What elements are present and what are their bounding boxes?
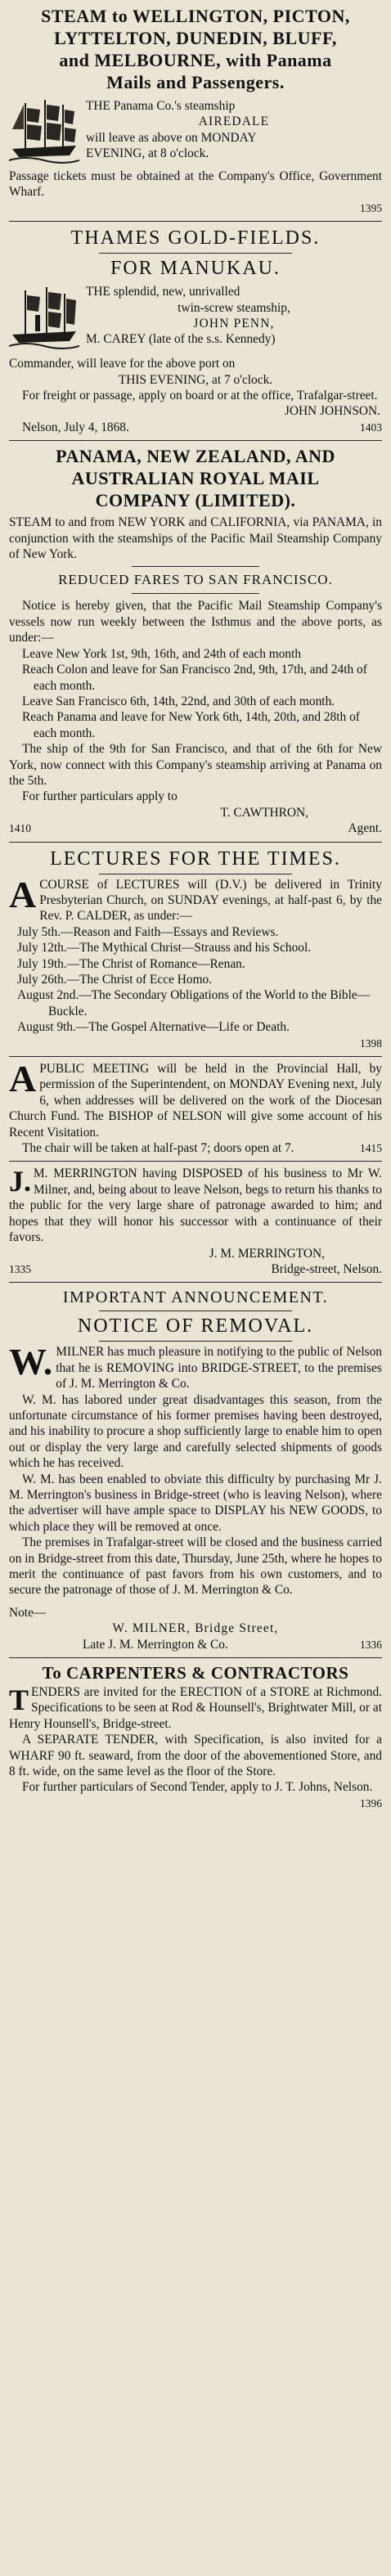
ad-body: STEAM to and from NEW YORK and CALIFORNIA, via PANAMA, in conjunction with the steamships of the Pacific Mail Steamship Company of New York.	[9, 515, 382, 562]
column-rule	[9, 1056, 382, 1057]
ad-body: THE splendid, new, unrivalled	[86, 285, 240, 299]
steamship-icon	[9, 284, 79, 354]
column-rule	[9, 842, 382, 843]
ad-number: 1395	[360, 201, 382, 214]
lecture-title: —The Christ of Romance—Renan.	[66, 956, 245, 971]
ad-heading-line: COMPANY (LIMITED).	[95, 490, 296, 511]
ad-body: twin-screw steamship,	[178, 300, 290, 315]
column-rule	[9, 1161, 382, 1162]
ad-body: A SEPARATE TENDER, with Specification, is also invited for a WHARF 90 ft. seaward, from the door of the abovementioned Store, and 8 ft. wide, on the same level as the floor of the Store.	[9, 1733, 382, 1779]
ad-body: For freight or passage, apply on board or at the office, Trafalgar-street.	[22, 389, 378, 403]
ad-body: J. M. MERRINGTON having DISPOSED of his business to Mr W. Milner, and, being about to leave Nelson, begs to return his thanks to the public for the very large share of patronage awarded to him; and hopes that they will honor his successor with a continuance of their favors.	[9, 1165, 382, 1245]
lecture-date: July 12th.	[17, 941, 67, 955]
ad-date: Nelson, July 4, 1868.	[22, 420, 129, 434]
note-name: W. MILNER, Bridge Street,	[112, 1621, 279, 1636]
ad-body-text: M. MERRINGTON having DISPOSED of his business to Mr W. Milner, and, being about to leave Nelson, begs to return his thanks to the public for the very large share of patronage awarded to him; and hopes that they will honor his successor with a continuance of their favors.	[9, 1167, 382, 1245]
lecture-item	[9, 987, 382, 1019]
column-rule	[9, 1282, 382, 1283]
ad-title: THAMES GOLD-FIELDS.	[70, 227, 321, 250]
ad-body: W. MILNER has much pleasure in notifying to the public of Nelson that he is REMOVING into BRIDGE-STREET, to the premises of J. M. Merrington & Co.	[9, 1341, 382, 1391]
lecture-date: July 5th.	[17, 924, 61, 939]
ad-body: The premises in Trafalgar-street will be closed and the business carried on in Bridge-street from this date, Thursday, June 25th, where he hopes to merit the continuance of past favors from his own customers, and to secure the patronage of those of J. M. Merrington & Co.	[9, 1535, 382, 1598]
note-late: Late J. M. Merrington & Co.	[83, 1637, 228, 1652]
ad-title: LECTURES FOR THE TIMES.	[50, 847, 341, 870]
lecture-date: August 2nd.	[17, 988, 79, 1003]
ad-signature: J. M. MERRINGTON,	[209, 1246, 325, 1261]
ad-body-text: COURSE of LECTURES will (D.V.) be delivered in Trinity Presbyterian Church, on SUNDAY evenings, at half-past 6, by the Rev. P. CALDER, as under:—	[39, 877, 382, 924]
ad-title: To CARPENTERS & CONTRACTORS	[42, 1663, 349, 1684]
ad-body-text: For further particulars of Second Tender, apply to J. T. Johns, Nelson.	[22, 1780, 373, 1795]
lecture-item	[9, 924, 382, 940]
ad-signer-role: Agent.	[348, 821, 382, 836]
lecture-title: —The Christ of Ecce Homo.	[66, 973, 213, 987]
lecture-item	[9, 972, 382, 987]
ad-thames-gold-fields	[9, 226, 382, 435]
title-underline	[99, 1341, 292, 1342]
ad-body: W. M. has labored under great disadvantages this season, from the unfortunate circumstance of his former premises having been destroyed, and his inability to procure a shop sufficiently large to enable him to open out or display the very large and carefully selected shipments of goods which he has received.	[9, 1392, 382, 1471]
ad-notice-of-removal	[9, 1287, 382, 1652]
ad-heading-line: and MELBOURNE, with Panama	[59, 50, 332, 70]
ad-body	[9, 1779, 382, 1809]
schedule-item: Reach Panama and leave for New York 6th, 14th, 20th, and 28th of each month.	[22, 710, 360, 740]
ad-subtitle: NOTICE OF REMOVAL.	[77, 1315, 314, 1337]
lecture-date: July 26th.	[17, 973, 67, 987]
column-rule	[9, 440, 382, 441]
lecture-title: —The Mythical Christ—Strauss and his School.	[66, 941, 312, 955]
ad-body: For further particulars apply to	[22, 789, 178, 804]
lecture-item	[9, 940, 382, 955]
schedule-item: Leave San Francisco 6th, 14th, 22nd, and 30th of each month.	[22, 694, 335, 708]
ad-body: TENDERS are invited for the ERECTION of a STORE at Richmond. Specifications to be seen at Rod & Hounsell's, Brightwater Mill, or at Henry Hounsell's, Bridge-street.	[9, 1684, 382, 1731]
title-underline	[99, 253, 292, 254]
ship-name: JOHN PENN,	[193, 317, 275, 331]
ad-number: 1415	[360, 1142, 382, 1155]
column-rule	[9, 1657, 382, 1658]
ad-body: will leave as above on MONDAY	[86, 130, 257, 145]
ad-body-text: ENDERS are invited for the ERECTION of a STORE at Richmond. Specifications to be seen at Rod & Hounsell's, Brightwater Mill, or at Henry Hounsell's, Bridge-street.	[9, 1685, 382, 1731]
ad-heading-line: Mails and Passengers.	[106, 72, 285, 92]
ad-carpenters-contractors	[9, 1662, 382, 1809]
ad-signature: JOHN JOHNSON.	[284, 404, 380, 419]
lecture-date: July 19th.	[17, 956, 67, 971]
ad-body: THIS EVENING, at 7 o'clock.	[118, 372, 273, 387]
ad-body: EVENING, at 8 o'clock.	[86, 146, 209, 161]
ad-address: Bridge-street, Nelson.	[271, 1261, 382, 1276]
title-underline	[99, 1310, 292, 1311]
ad-heading-line: LYTTELTON, DUNEDIN, BLUFF,	[54, 28, 337, 48]
ad-number: 1398	[360, 1036, 382, 1050]
lecture-title: —The Gospel Alternative—Life or Death.	[75, 1020, 290, 1035]
ad-body: THE Panama Co.'s steamship	[86, 99, 236, 113]
ad-footer	[9, 1261, 382, 1277]
ad-number: 1396	[360, 1796, 382, 1809]
column-rule	[9, 221, 382, 222]
ad-footer	[9, 1637, 382, 1652]
ad-body: W. M. has been enabled to obviate this difficulty by purchasing Mr J. M. Merrington's business in Bridge-street (who is leaving Nelson), where the advertiser will have ample space to DISPLAY his NEW GOODS, to which place they will be removed at once.	[9, 1472, 382, 1534]
lecture-title: —Reason and Faith—Essays and Reviews.	[61, 924, 279, 939]
schedule-item: Leave New York 1st, 9th, 16th, and 24th of each month	[22, 646, 302, 661]
ad-number: 1403	[360, 420, 382, 434]
section-rule	[132, 566, 259, 567]
ad-number: 1336	[360, 1638, 382, 1651]
section-rule	[132, 593, 259, 594]
schedule-item: Reach Colon and leave for San Francisco 2nd, 9th, 17th, and 24th of each month.	[22, 663, 367, 693]
ad-body: A PUBLIC MEETING will be held in the Provincial Hall, by permission of the Superintendent, on MONDAY Evening next, July 6, when addresses will be delivered on the work of the Diocesan Church Fund. The BISHOP of NELSON will give some account of his Recent Visitation.	[9, 1058, 382, 1140]
note-label: Note—	[9, 1605, 47, 1620]
lecture-title: —The Secondary Obligations of the World to the Bible—Buckle.	[48, 988, 371, 1018]
ship-name: AIREDALE	[198, 115, 270, 129]
ad-body: M. CAREY (late of the s.s. Kennedy)	[86, 332, 276, 347]
ad-subtitle: FOR MANUKAU.	[110, 258, 281, 280]
ad-number: 1335	[9, 1262, 31, 1275]
ad-heading-line: STEAM to WELLINGTON, PICTON,	[41, 6, 350, 26]
ad-subheading: REDUCED FARES TO SAN FRANCISCO.	[58, 572, 333, 588]
ad-body: Commander, will leave for the above port on	[9, 357, 236, 371]
ad-footer	[9, 820, 382, 836]
ad-signature: T. CAWTHRON,	[220, 805, 308, 820]
lecture-item	[9, 1019, 382, 1035]
ad-title: IMPORTANT ANNOUNCEMENT.	[62, 1288, 329, 1307]
ad-merrington-disposal	[9, 1166, 382, 1277]
ad-body-text: PUBLIC MEETING will be held in the Provincial Hall, by permission of the Superintendent, on MONDAY Evening next, July 6, when addresses will be delivered on the work of the Diocesan Church Fund. The BISHOP of NELSON will give some account of his Recent Visitation.	[9, 1062, 382, 1140]
ad-body-text: The chair will be taken at half-past 7; doors open at 7.	[22, 1141, 294, 1156]
ad-airedale-steamship	[9, 5, 382, 216]
ad-heading-line: AUSTRALIAN ROYAL MAIL	[71, 468, 320, 489]
ad-body: Passage tickets must be obtained at the Company's Office, Government Wharf.	[9, 169, 382, 200]
lecture-date: August 9th.	[17, 1020, 76, 1035]
ad-body-text: MILNER has much pleasure in notifying to the public of Nelson that he is REMOVING into BRIDGE-STREET, to the premises of J. M. Merrington & Co.	[56, 1345, 382, 1391]
ad-lectures	[9, 847, 382, 1051]
steamship-icon	[9, 97, 79, 167]
ad-heading-line: PANAMA, NEW ZEALAND, AND	[56, 446, 335, 467]
ad-number: 1410	[9, 822, 31, 835]
ad-public-meeting	[9, 1058, 382, 1156]
ad-body: A COURSE of LECTURES will (D.V.) be delivered in Trinity Presbyterian Church, on SUNDAY evenings, at half-past 6, by the Rev. P. CALDER, as under:—	[9, 873, 382, 924]
ad-body: Notice is hereby given, that the Pacific Mail Steamship Company's vessels now run weekly between the Isthmus and the above ports, as under:—	[9, 599, 382, 645]
lecture-item	[9, 956, 382, 972]
ad-body: The ship of the 9th for San Francisco, and that of the 6th for New York, now connect with this Company's steamship arriving at Panama on the 5th.	[9, 742, 382, 788]
ad-footer	[9, 420, 382, 435]
ad-panama-royal-mail	[9, 445, 382, 836]
ad-body	[9, 1140, 382, 1156]
